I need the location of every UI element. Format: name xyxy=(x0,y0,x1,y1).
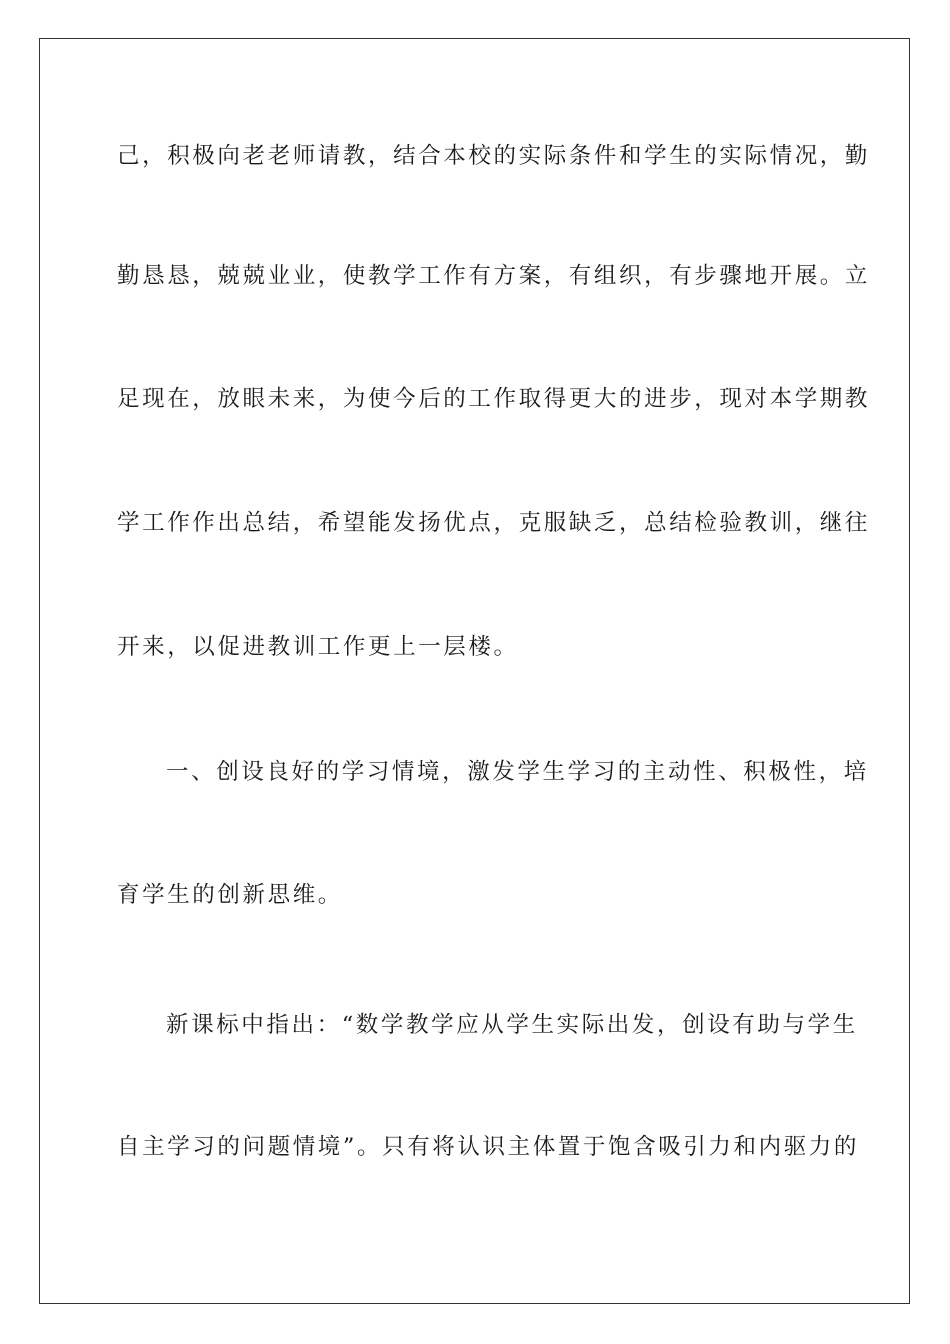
paragraph-line-1: 己，积极向老老师请教，结合本校的实际条件和学生的实际情况，勤 xyxy=(117,143,871,169)
quote-paragraph-line-2: 自主学习的问题情境”。只有将认识主体置于饱含吸引力和内驱力的 xyxy=(117,1134,860,1160)
paragraph-line-5: 开来，以促进教训工作更上一层楼。 xyxy=(117,634,519,660)
paragraph-line-2: 勤恳恳，兢兢业业，使教学工作有方案，有组织，有步骤地开展。立 xyxy=(117,263,871,289)
paragraph-line-3: 足现在，放眼未来，为使今后的工作取得更大的进步，现对本学期教 xyxy=(117,386,871,412)
section-heading-line-1: 一、创设良好的学习情境，激发学生学习的主动性、积极性，培 xyxy=(166,759,869,785)
paragraph-line-4: 学工作作出总结，希望能发扬优点，克服缺乏，总结检验教训，继往 xyxy=(117,510,871,536)
page-border xyxy=(39,38,910,1304)
section-heading-line-2: 育学生的创新思维。 xyxy=(117,882,343,908)
quote-paragraph-line-1: 新课标中指出：“数学教学应从学生实际出发，创设有助与学生 xyxy=(166,1012,858,1038)
